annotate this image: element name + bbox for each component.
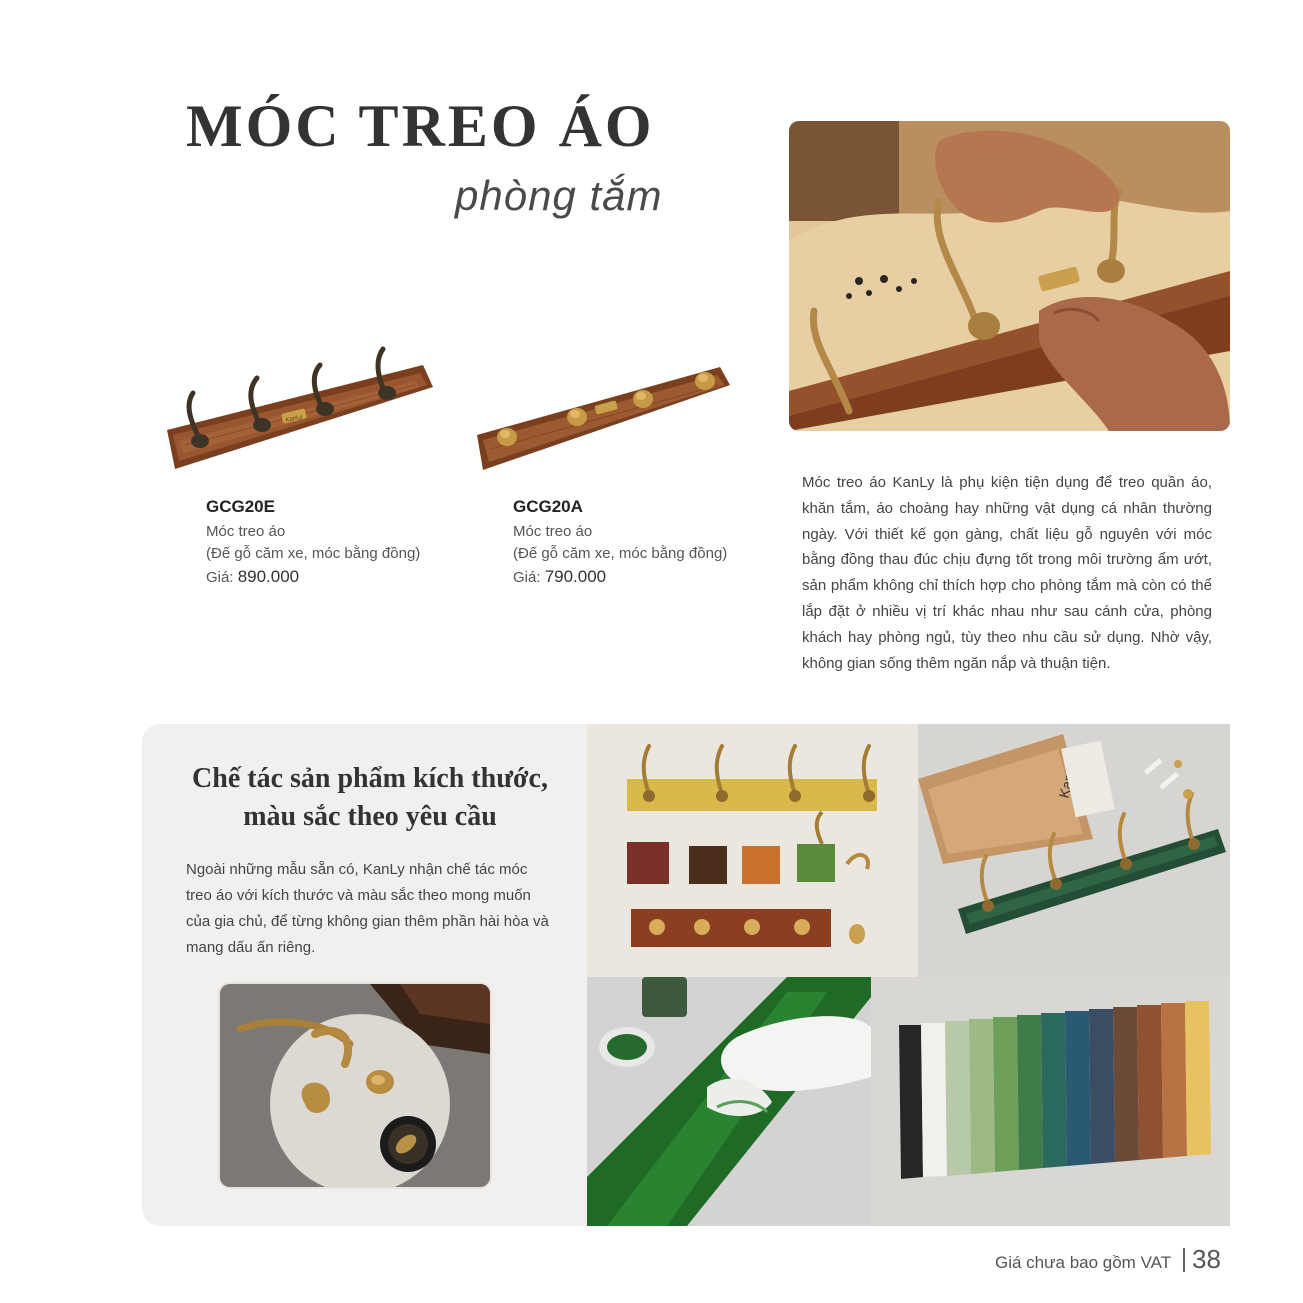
product-name: Móc treo áo — [206, 523, 286, 540]
color-sample-photo — [587, 724, 918, 977]
page-title: MÓC TREO ÁO — [186, 93, 655, 159]
page-number: 38 — [1192, 1244, 1221, 1274]
product-name: Móc treo áo — [513, 523, 593, 540]
custom-title-line2: màu sắc theo yêu cầu — [243, 801, 497, 832]
svg-text:KanLy: KanLy — [285, 414, 304, 424]
custom-title-line1: Chế tác sản phẩm kích thước, — [192, 763, 548, 794]
product-description: Móc treo áo KanLy là phụ kiện tiện dụng để treo quần áo, khăn tắm, áo choàng hay những vật dụng cá nhân thường ngày. Với thiết kế gọn gàng, chất liệu gỗ nguyên với móc bằng đồng thau đúc chịu đựng tốt trong môi trường ẩm ướt, sản phẩm không chỉ thích hợp cho phòng tắm mà còn có thể lắp đặt ở nhiều vị trí khác nhau như sau cánh cửa, phòng khách hay phòng ngủ, tùy theo nhu cầu sử dụng. Nhờ vậy, không gian sống thêm ngăn nắp và thuận tiện. — [802, 474, 1212, 672]
footer-divider — [1183, 1248, 1185, 1272]
installation-photo — [789, 121, 1230, 431]
product-code: GCG20A — [513, 497, 583, 516]
product-image-gcg20a — [475, 345, 735, 480]
price-label: Giá: — [206, 569, 238, 586]
product-info-gcg20e — [206, 497, 466, 587]
swatch-photo — [871, 977, 1230, 1226]
price-label: Giá: — [513, 569, 545, 586]
swatch-strips — [899, 1001, 1211, 1179]
page-subtitle: phòng tắm — [455, 172, 663, 219]
painting-photo — [587, 977, 871, 1226]
price-value: 790.000 — [544, 567, 607, 586]
custom-order-text: Ngoài những mẫu sẵn có, KanLy nhận chế tác móc treo áo với kích thước và màu sắc theo mong muốn của gia chủ, để từng không gian thêm phần hài hòa và mang dấu ấn riêng. — [186, 861, 549, 956]
packaging-photo — [918, 724, 1230, 977]
product-price — [513, 567, 773, 587]
brass-detail-photo — [218, 982, 492, 1189]
product-image-gcg20e — [165, 345, 435, 480]
custom-order-title — [170, 760, 570, 836]
product-code: GCG20E — [206, 497, 275, 516]
product-price — [206, 567, 466, 587]
product-material: (Đế gỗ căm xe, móc bằng đồng) — [206, 545, 421, 562]
product-material: (Đế gỗ căm xe, móc bằng đồng) — [513, 545, 728, 562]
vat-note: Giá chưa bao gồm VAT — [995, 1253, 1172, 1272]
price-value: 890.000 — [237, 567, 300, 586]
product-info-gcg20a — [513, 497, 773, 587]
